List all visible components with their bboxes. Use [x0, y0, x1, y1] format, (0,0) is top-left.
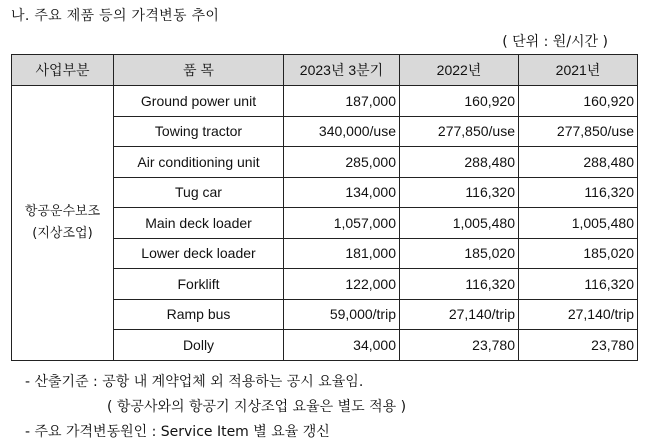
value-2021-cell: 1,005,480 — [519, 208, 638, 239]
table-header — [12, 55, 638, 86]
value-2023q3-cell: 187,000 — [284, 86, 400, 117]
item-name-cell: Tug car — [114, 177, 284, 208]
value-2023q3-cell: 285,000 — [284, 147, 400, 178]
item-name-cell: Main deck loader — [114, 208, 284, 239]
value-2023q3-cell: 34,000 — [284, 330, 400, 361]
value-2023q3-cell: 134,000 — [284, 177, 400, 208]
value-2023q3-cell: 1,057,000 — [284, 208, 400, 239]
item-name-cell: Ramp bus — [114, 299, 284, 330]
table-body — [12, 86, 638, 361]
value-2021-cell: 185,020 — [519, 238, 638, 269]
value-2021-cell: 116,320 — [519, 269, 638, 300]
note-airline-rates: ( 항공사와의 항공기 지상조업 요율은 별도 적용 ) — [107, 399, 407, 415]
value-2023q3-cell: 59,000/trip — [284, 299, 400, 330]
unit-note: ( 단위 : 원/시간 ) — [502, 34, 608, 50]
value-2021-cell: 23,780 — [519, 330, 638, 361]
value-2022-cell: 116,320 — [400, 269, 519, 300]
item-name-cell: Dolly — [114, 330, 284, 361]
value-2022-cell: 23,780 — [400, 330, 519, 361]
value-2023q3-cell: 122,000 — [284, 269, 400, 300]
header-2021: 2021년 — [519, 55, 638, 86]
section-title: 나. 주요 제품 등의 가격변동 추이 — [11, 8, 220, 24]
item-name-cell: Ground power unit — [114, 86, 284, 117]
value-2021-cell: 116,320 — [519, 177, 638, 208]
item-name-cell: Towing tractor — [114, 116, 284, 147]
value-2023q3-cell: 340,000/use — [284, 116, 400, 147]
value-2022-cell: 27,140/trip — [400, 299, 519, 330]
value-2021-cell: 160,920 — [519, 86, 638, 117]
header-row — [12, 55, 638, 86]
header-2023q3: 2023년 3분기 — [284, 55, 400, 86]
item-name-cell: Lower deck loader — [114, 238, 284, 269]
note-calculation-basis: - 산출기준 : 공항 내 계약업체 외 적용하는 공시 요율임. — [25, 374, 364, 390]
value-2022-cell: 185,020 — [400, 238, 519, 269]
division-label: 항공운수보조 — [24, 203, 101, 219]
value-2022-cell: 160,920 — [400, 86, 519, 117]
value-2022-cell: 116,320 — [400, 177, 519, 208]
price-change-table — [11, 54, 638, 361]
item-name-cell: Forklift — [114, 269, 284, 300]
header-item: 품 목 — [114, 55, 284, 86]
value-2022-cell: 1,005,480 — [400, 208, 519, 239]
value-2021-cell: 277,850/use — [519, 116, 638, 147]
value-2021-cell: 288,480 — [519, 147, 638, 178]
header-division: 사업부분 — [12, 55, 114, 86]
note-price-change-cause: - 주요 가격변동원인 : Service Item 별 요율 갱신 — [25, 424, 330, 440]
value-2023q3-cell: 181,000 — [284, 238, 400, 269]
header-2022: 2022년 — [400, 55, 519, 86]
table-row — [12, 86, 638, 117]
value-2022-cell: 277,850/use — [400, 116, 519, 147]
value-2022-cell: 288,480 — [400, 147, 519, 178]
division-label: (지상조업) — [32, 225, 93, 241]
division-cell — [12, 86, 114, 361]
item-name-cell: Air conditioning unit — [114, 147, 284, 178]
value-2021-cell: 27,140/trip — [519, 299, 638, 330]
